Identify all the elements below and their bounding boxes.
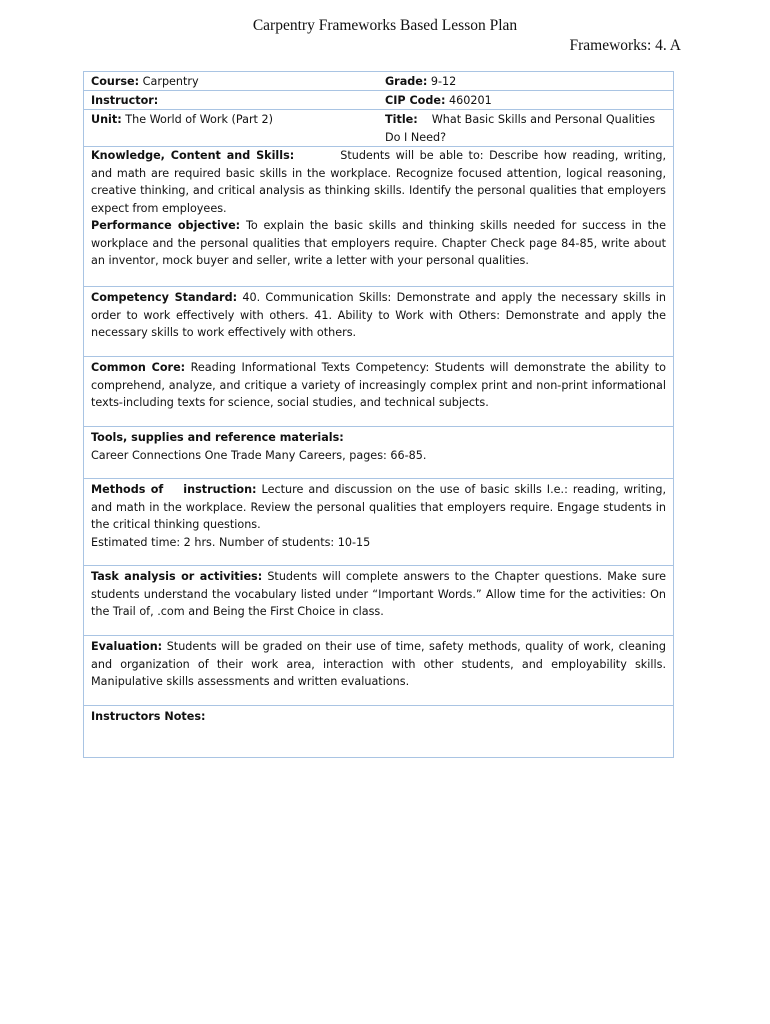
common-core-section [84, 357, 673, 427]
course-value: Carpentry [142, 75, 199, 88]
methods-text: Lecture and discussion on the use of basic skills I.e.: reading, writing, and math in the workplace. Review the personal qualities that employers require. Engage students in the critical thinking questions. [91, 483, 667, 531]
cip-cell [385, 91, 492, 110]
tasks-section [84, 566, 673, 636]
tools-section [84, 427, 673, 479]
evaluation-label: Evaluation: [91, 640, 163, 653]
grade-label: Grade: [385, 75, 428, 88]
instructor-cell [91, 91, 158, 110]
knowledge-section [84, 147, 673, 287]
cip-label: CIP Code: [385, 94, 446, 107]
performance-label: Performance objective: [91, 219, 241, 232]
knowledge-text: Students will be able to: Describe how reading, writing, and math are required basic skills in the workplace. Recognize focused attention, logical reasoning, creative thinking, and critical analysis as thinking skills. Identify the personal qualities that employers expect from employees. [91, 149, 666, 215]
common-core-label: Common Core: [91, 361, 186, 374]
unit-value: The World of Work (Part 2) [125, 113, 273, 126]
unit-label: Unit: [91, 113, 122, 126]
notes-section [84, 706, 673, 758]
competency-label: Competency Standard: [91, 291, 238, 304]
methods-section [84, 479, 673, 566]
instructor-label: Instructor: [91, 94, 159, 107]
common-core-text: Reading Informational Texts Competency: Students will demonstrate the ability to comprehend, analyze, and critique a variety of increasingly complex print and non-print informational texts-including texts for science, social studies, and technical subjects. [91, 361, 666, 409]
course-cell [91, 72, 199, 91]
title-label: Title: [385, 113, 418, 126]
cip-value: 460201 [449, 94, 492, 107]
tools-label: Tools, supplies and reference materials: [91, 431, 344, 444]
title-value: What Basic Skills and Personal Qualities Do I Need? [385, 113, 656, 144]
tasks-text: Students will complete answers to the Chapter questions. Make sure students understand the vocabulary listed under “Important Words.” Allow time for the activities: On the Trail of, .com and Being the First Choice in class. [91, 570, 666, 618]
competency-text: 40. Communication Skills: Demonstrate and apply the necessary skills in order to work effectively with others. 41. Ability to Work with Others: Demonstrate and apply the necessary skills to work effectively with others. [91, 291, 666, 339]
grade-cell [385, 72, 456, 91]
methods-label-b: instruction: [183, 483, 257, 496]
document-title: Carpentry Frameworks Based Lesson Plan [252, 17, 518, 34]
performance-text: To explain the basic skills and thinking skills needed for success in the workplace and the personal qualities that employers require. Chapter Check page 84-85, write about an inventor, mock buyer and seller, write a letter with your personal qualities. [91, 219, 667, 267]
knowledge-label: Knowledge, Content and Skills: [91, 149, 295, 162]
evaluation-section [84, 636, 673, 706]
tasks-label: Task analysis or activities: [91, 570, 263, 583]
notes-label: Instructors Notes: [91, 710, 206, 723]
frameworks-label: Frameworks: 4. A [569, 37, 681, 54]
unit-cell [91, 110, 273, 129]
lesson-plan-table [83, 71, 674, 758]
course-label: Course: [91, 75, 140, 88]
methods-estimate: Estimated time: 2 hrs. Number of students: 10-15 [91, 535, 371, 549]
methods-label-a: Methods of [91, 483, 164, 496]
info-header [84, 72, 673, 147]
competency-section [84, 287, 673, 357]
title-cell [385, 110, 670, 146]
tools-text: Career Connections One Trade Many Careers, pages: 66-85. [91, 448, 427, 462]
grade-value: 9-12 [430, 75, 457, 88]
evaluation-text: Students will be graded on their use of time, safety methods, quality of work, cleaning and organization of their work area, interaction with other students, and employability skills. Manipulative skills assessments and written evaluations. [91, 640, 666, 688]
